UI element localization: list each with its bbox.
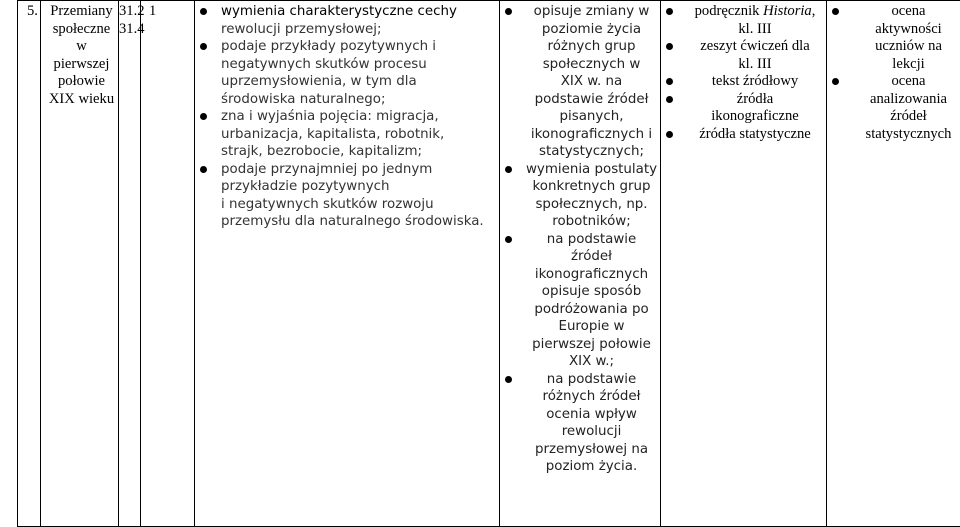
bullet-icon: [200, 43, 207, 50]
bullet-icon: [666, 78, 673, 85]
bullet-icon: [200, 113, 207, 120]
curriculum-codes: 31.2 31.4: [119, 3, 145, 37]
list-item: podaje przykłady pozytywnych i negatywnych skutków procesu uprzemysłowienia, w tym dla środowiska naturalnego;: [195, 38, 499, 108]
extended-requirements-cell: [500, 1, 661, 527]
list-item: zeszyt ćwiczeń dla kl. III: [661, 38, 826, 73]
bullet-icon: [505, 166, 512, 173]
list-item: tekst źródłowy: [661, 73, 826, 91]
basic-requirements-cell: [195, 1, 500, 527]
evaluation-cell: [827, 1, 960, 527]
bullet-icon: [666, 96, 673, 103]
hours-count: 1: [149, 3, 157, 19]
bullet-icon: [505, 8, 512, 15]
bullet-icon: [505, 376, 512, 383]
bullet-icon: [505, 236, 512, 243]
bullet-icon: [666, 131, 673, 138]
list-item: na podstawie różnych źródeł ocenia wpływ rewolucji przemysłowej na poziom życia.: [500, 371, 660, 476]
evaluation-list: [827, 1, 960, 143]
list-item: na podstawie źródeł ikonograficznych opisuje sposób podróżowania po Europie w pierwszej połowie XIX w.;: [500, 231, 660, 371]
list-item: zna i wyjaśnia pojęcia: migracja, urbanizacja, kapitalista, robotnik, strajk, bezrobocie, kapitalizm;: [195, 108, 499, 161]
topic-text: Przemiany społeczne w pierwszej połowie XIX wieku: [48, 3, 115, 107]
hours-cell: [141, 1, 195, 527]
curriculum-table: [17, 0, 960, 527]
list-item: wymienia charakterystyczne cechy rewolucji przemysłowej;: [195, 3, 499, 38]
list-item: podręcznik Historia, kl. III: [661, 3, 826, 38]
extended-requirements-list: [500, 1, 660, 476]
bullet-icon: [666, 43, 673, 50]
table-row: [18, 1, 960, 527]
lesson-number: 5.: [27, 3, 38, 19]
topic-cell: [41, 1, 119, 527]
curriculum-code-cell: [119, 1, 145, 527]
lesson-number-cell: [18, 1, 41, 527]
list-item: ocena aktywności uczniów na lekcji: [827, 3, 960, 73]
list-item: opisuje zmiany w poziomie życia różnych grup społecznych w XIX w. na podstawie źródeł pisanych, ikonograficznych i statystycznych;: [500, 3, 660, 161]
list-item: wymienia postulaty konkretnych grup społecznych, np. robotników;: [500, 161, 660, 231]
bullet-icon: [832, 8, 839, 15]
teaching-aids-cell: [661, 1, 827, 527]
list-item: źródła statystyczne: [661, 126, 826, 144]
basic-requirements-list: [195, 1, 499, 231]
list-item: podaje przynajmniej po jednym przykładzie pozytywnych i negatywnych skutków rozwoju przemysłu dla naturalnego środowiska.: [195, 161, 499, 231]
list-item: ocena analizowania źródeł statystycznych: [827, 73, 960, 143]
bullet-icon: [200, 8, 207, 15]
bullet-icon: [832, 78, 839, 85]
bullet-icon: [200, 166, 207, 173]
teaching-aids-list: [661, 1, 826, 143]
bullet-icon: [666, 8, 673, 15]
list-item: źródła ikonograficzne: [661, 91, 826, 126]
